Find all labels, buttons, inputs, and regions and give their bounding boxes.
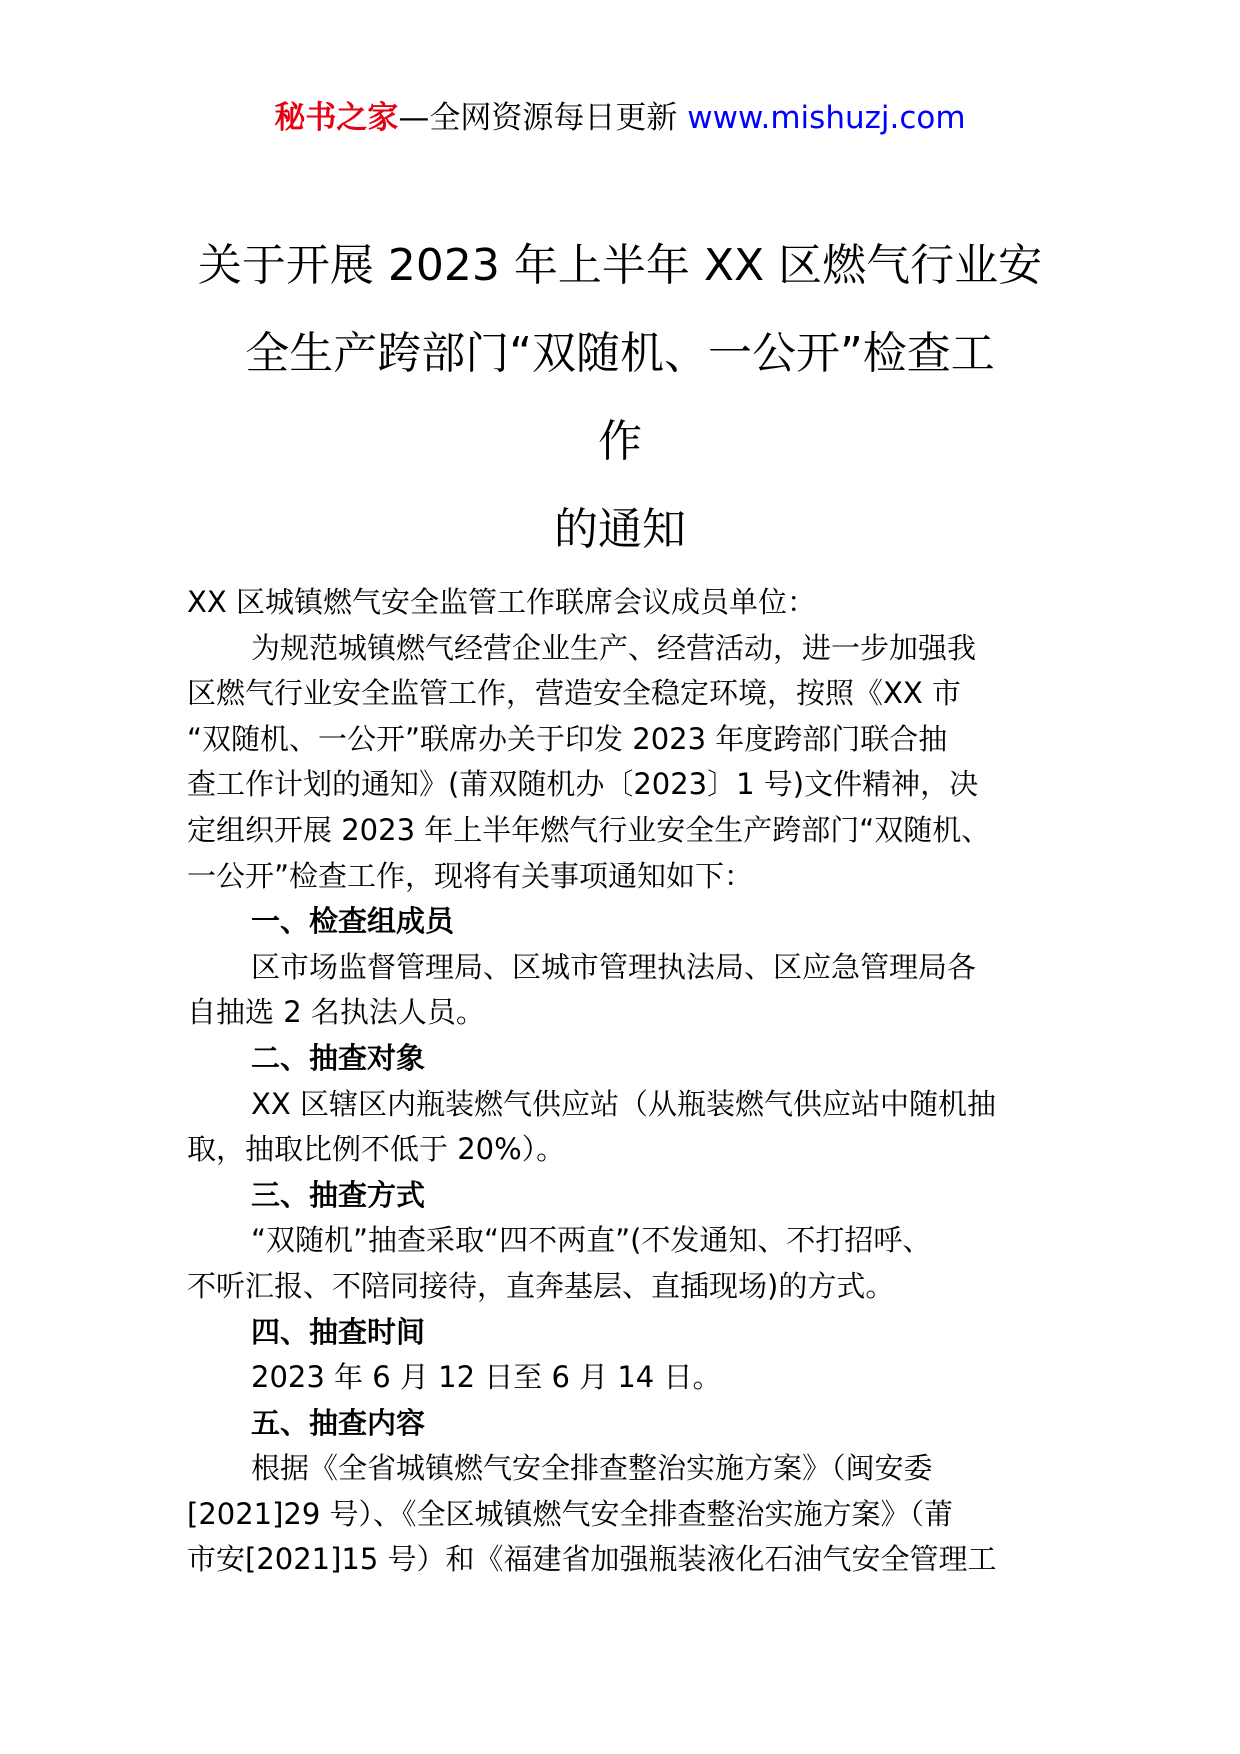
paragraph-line: 取，抽取比例不低于 20%）。 bbox=[187, 1132, 566, 1167]
paragraph-line: “双随机”抽查采取“四不两直”(不发通知、不打招呼、 bbox=[251, 1223, 932, 1258]
paragraph-line: “双随机、一公开”联席办关于印发 2023 年度跨部门联合抽 bbox=[187, 721, 948, 756]
site-header bbox=[0, 98, 1240, 138]
title-line: 作 bbox=[598, 416, 642, 467]
paragraph-line: 自抽选 2 名执法人员。 bbox=[187, 995, 485, 1030]
document-title bbox=[160, 222, 1080, 574]
document-body bbox=[187, 580, 1057, 1583]
paragraph-line: 区燃气行业安全监管工作，营造安全稳定环境，按照《XX 市 bbox=[187, 676, 961, 711]
paragraph-line: [2021]29 号）、《全区城镇燃气安全排查整治实施方案》（莆 bbox=[187, 1496, 954, 1531]
paragraph-line: 为规范城镇燃气经营企业生产、经营活动，进一步加强我 bbox=[251, 630, 977, 665]
section-heading: 四、抽查时间 bbox=[251, 1314, 426, 1349]
site-tagline: —全网资源每日更新 bbox=[398, 100, 678, 136]
title-line: 的通知 bbox=[554, 504, 686, 555]
brand-name: 秘书之家 bbox=[274, 100, 399, 136]
title-line: 关于开展 2023 年上半年 XX 区燃气行业安 bbox=[197, 240, 1043, 291]
paragraph-line: 2023 年 6 月 12 日至 6 月 14 日。 bbox=[251, 1360, 722, 1395]
paragraph-line: 查工作计划的通知》(莆双随机办〔2023〕1 号)文件精神，决 bbox=[187, 767, 979, 802]
section-heading: 三、抽查方式 bbox=[251, 1177, 426, 1212]
paragraph-line: 定组织开展 2023 年上半年燃气行业安全生产跨部门“双随机、 bbox=[187, 812, 991, 847]
title-line: 全生产跨部门“双随机、一公开”检查工 bbox=[245, 328, 995, 379]
section-heading: 五、抽查内容 bbox=[251, 1405, 426, 1440]
salutation: XX 区城镇燃气安全监管工作联席会议成员单位： bbox=[187, 585, 816, 619]
paragraph-line: 不听汇报、不陪同接待，直奔基层、直插现场)的方式。 bbox=[187, 1268, 895, 1303]
paragraph-line: 市安[2021]15 号）和《福建省加强瓶装液化石油气安全管理工 bbox=[187, 1542, 997, 1577]
paragraph-line: 根据《全省城镇燃气安全排查整治实施方案》（闽安委 bbox=[251, 1451, 933, 1486]
paragraph-line: XX 区辖区内瓶装燃气供应站（从瓶装燃气供应站中随机抽 bbox=[251, 1086, 996, 1121]
section-heading: 二、抽查对象 bbox=[251, 1040, 426, 1075]
paragraph-line: 区市场监督管理局、区城市管理执法局、区应急管理局各 bbox=[251, 949, 977, 984]
section-heading: 一、检查组成员 bbox=[251, 904, 455, 939]
site-url-link[interactable]: www.mishuzj.com bbox=[687, 100, 966, 136]
paragraph-line: 一公开”检查工作，现将有关事项通知如下： bbox=[187, 858, 754, 893]
